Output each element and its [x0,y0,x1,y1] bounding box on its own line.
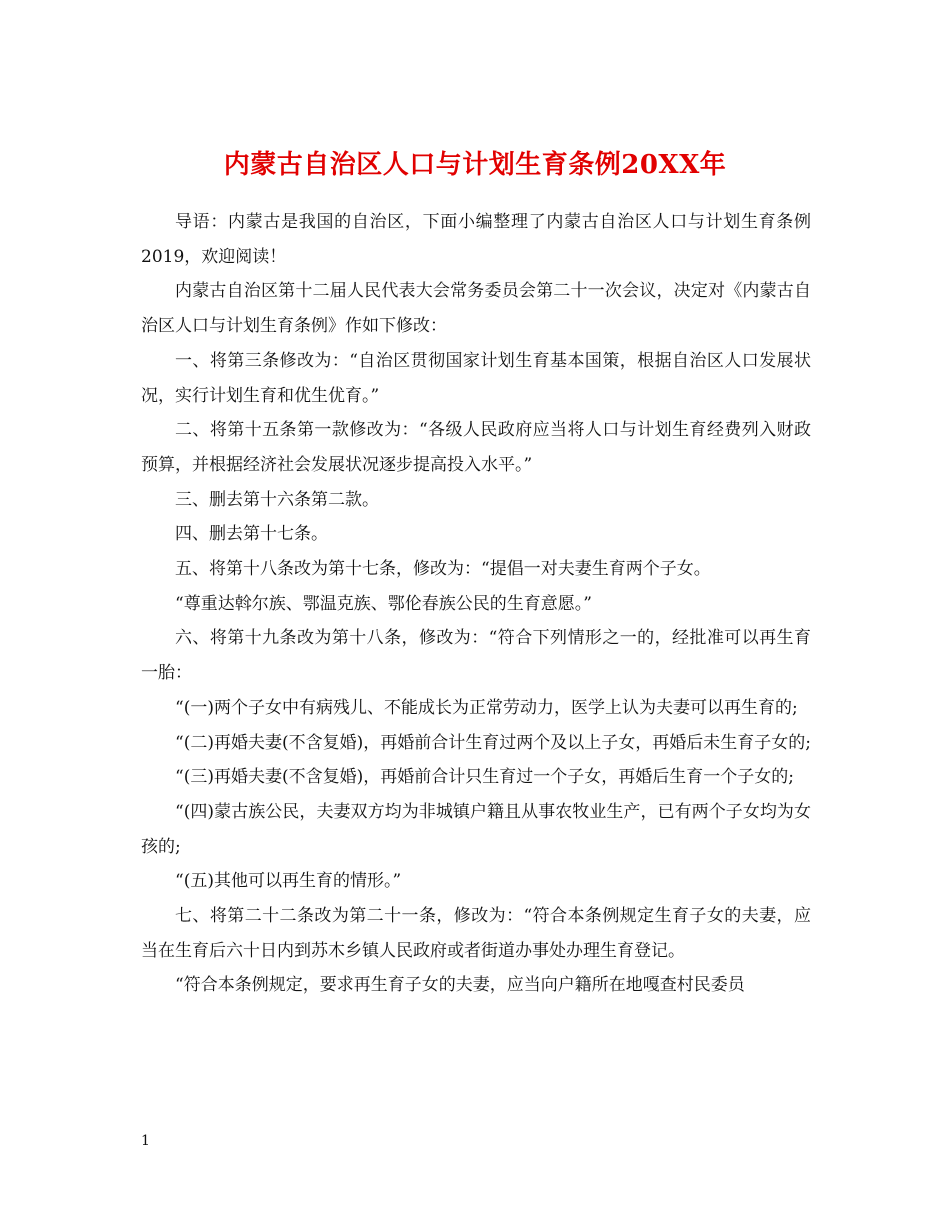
paragraph: 四、删去第十七条。 [175,524,328,545]
paragraph: 五、将第十八条改为第十七条，修改为：“提倡一对夫妻生育两个子女。 [175,559,711,580]
document-body [141,205,811,1003]
paragraph: “(四)蒙古族公民，夫妻双方均为非城镇户籍且从事农牧业生产，已有两个子女均为女孩的; [141,801,811,857]
paragraph: “(五)其他可以再生育的情形。” [175,871,402,892]
paragraph: 内蒙古自治区第十二届人民代表大会常务委员会第二十一次会议，决定对《内蒙古自治区人口与计划生育条例》作如下修改： [141,281,811,337]
page-number: 1 [141,1133,150,1149]
paragraph: “(三)再婚夫妻(不含复婚)，再婚前合计只生育过一个子女，再婚后生育一个子女的; [175,767,794,788]
paragraph: “(二)再婚夫妻(不含复婚)，再婚前合计生育过两个及以上子女，再婚后未生育子女的; [175,732,811,753]
document-title: 内蒙古自治区人口与计划生育条例20XX年 [223,150,727,181]
paragraph: “符合本条例规定，要求再生育子女的夫妻，应当向户籍所在地嘎查村民委员 [175,975,745,996]
paragraph: 一、将第三条修改为：“自治区贯彻国家计划生育基本国策，根据自治区人口发展状况，实行计划生育和优生优育。” [141,350,811,406]
paragraph: “(一)两个子女中有病残儿、不能成长为正常劳动力，医学上认为夫妻可以再生育的; [175,697,798,718]
paragraph: 导语：内蒙古是我国的自治区，下面小编整理了内蒙古自治区人口与计划生育条例2019，欢迎阅读！ [141,212,811,267]
paragraph: “尊重达斡尔族、鄂温克族、鄂伦春族公民的生育意愿。” [175,593,592,614]
paragraph: 三、删去第十六条第二款。 [175,489,379,510]
paragraph: 六、将第十九条改为第十八条，修改为：“符合下列情形之一的，经批准可以再生育一胎： [141,628,811,684]
paragraph: 七、将第二十二条改为第二十一条，修改为：“符合本条例规定生育子女的夫妻，应当在生育后六十日内到苏木乡镇人民政府或者街道办事处办理生育登记。 [141,906,811,961]
paragraph: 二、将第十五条第一款修改为：“各级人民政府应当将人口与计划生育经费列入财政预算，并根据经济社会发展状况逐步提高投入水平。” [141,420,811,475]
